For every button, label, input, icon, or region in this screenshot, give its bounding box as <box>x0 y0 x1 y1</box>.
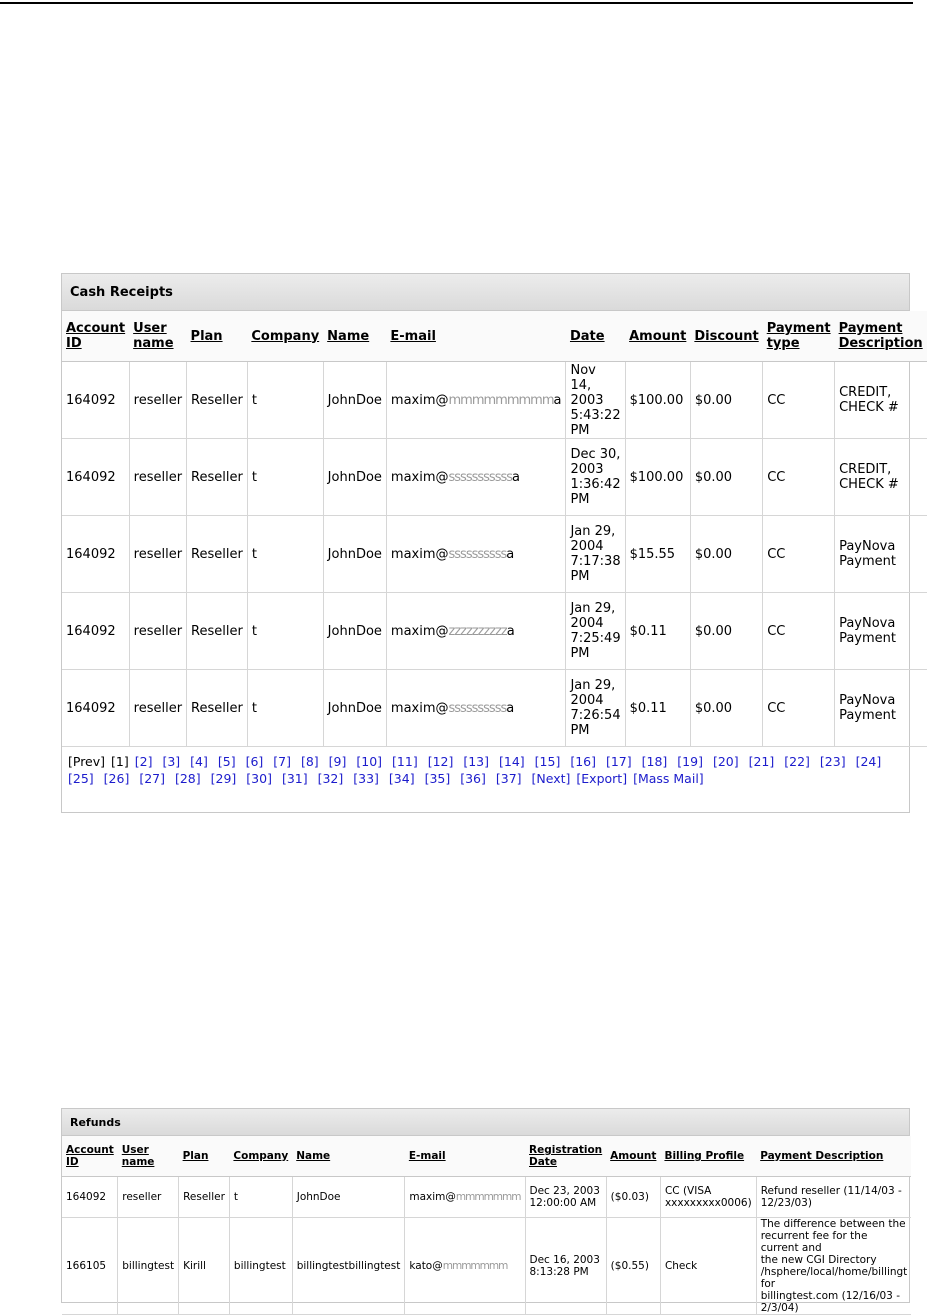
cash-receipts-title: Cash Receipts <box>62 274 909 311</box>
cell-name: billingtestbillingtest <box>292 1218 405 1315</box>
table-row <box>62 670 927 747</box>
header-company[interactable]: Company <box>229 1136 292 1177</box>
pager-page-link[interactable]: [32] <box>317 771 344 786</box>
refunds-panel <box>61 1108 910 1314</box>
cell-date: Dec 30, 2003 1:36:42 PM <box>566 439 625 516</box>
pager-page-link[interactable]: [31] <box>281 771 308 786</box>
cell-user-name: reseller <box>129 439 186 516</box>
header-amount[interactable]: Amount <box>606 1136 660 1177</box>
cell-email: maxim@zzzzzzzzzza <box>386 593 566 670</box>
header-user-name[interactable]: User name <box>129 311 186 362</box>
header-name[interactable]: Name <box>323 311 386 362</box>
refunds-header-row <box>62 1136 911 1177</box>
refunds-table <box>62 1136 911 1315</box>
cell-company: t <box>247 439 323 516</box>
cell-amount: ($0.55) <box>606 1218 660 1315</box>
pager-page-link[interactable]: [22] <box>784 754 810 769</box>
cell-email: maxim@sssssssssssa <box>386 439 566 516</box>
cell-amount: $100.00 <box>625 362 690 439</box>
cell-plan: Reseller <box>187 516 248 593</box>
mass-mail-link[interactable]: [Mass Mail] <box>633 771 704 786</box>
header-account-id[interactable]: Account ID <box>62 311 129 362</box>
cell-account-id: 164092 <box>62 670 129 747</box>
cell-company: t <box>229 1177 292 1218</box>
export-link[interactable]: [Export] <box>576 771 628 786</box>
header-amount[interactable]: Amount <box>625 311 690 362</box>
cell-account-id: 164092 <box>62 362 129 439</box>
cell-date: Nov 14, 2003 5:43:22 PM <box>566 362 625 439</box>
cell-payment-type: CC <box>763 439 835 516</box>
pager-page-link[interactable]: [24] <box>855 754 882 769</box>
cell-plan: Reseller <box>179 1177 230 1218</box>
cell-user-name: reseller <box>129 362 186 439</box>
cell-account-id: 164092 <box>62 516 129 593</box>
pager-page-link[interactable]: [20] <box>712 754 739 769</box>
cell-discount: $0.00 <box>690 593 762 670</box>
redacted-email-text: mmmmmmm <box>442 1260 508 1272</box>
cell-email: maxim@mmmmmmm <box>405 1177 525 1218</box>
cell-date: Jan 29, 2004 7:25:49 PM <box>566 593 625 670</box>
pager-page-link[interactable]: [15] <box>534 754 561 769</box>
pager-page-link[interactable]: [35] <box>424 771 451 786</box>
pager-page-link[interactable]: [34] <box>388 771 415 786</box>
table-row <box>62 1177 911 1218</box>
cell-discount: $0.00 <box>690 670 762 747</box>
pager-page-link[interactable]: [30] <box>246 771 272 786</box>
cell-email: maxim@ssssssssssa <box>386 670 566 747</box>
cell-name: JohnDoe <box>292 1177 405 1218</box>
cell-amount: $100.00 <box>625 439 690 516</box>
cell-payment-type: CC <box>763 516 835 593</box>
header-email[interactable]: E-mail <box>386 311 566 362</box>
cell-user-name: reseller <box>129 593 186 670</box>
redacted-email-text: sssssssssss <box>448 469 513 485</box>
table-row <box>62 439 927 516</box>
cell-payment-description: CREDIT, CHECK # <box>835 439 927 516</box>
cell-payment-description: CREDIT, CHECK # <box>835 362 927 439</box>
pager-page-link[interactable]: [3] <box>162 754 181 769</box>
cell-amount: $15.55 <box>625 516 690 593</box>
pager-page-link[interactable]: [8] <box>300 754 319 769</box>
cell-name: JohnDoe <box>323 593 386 670</box>
cell-payment-type: CC <box>763 593 835 670</box>
header-billing-profile[interactable]: Billing Profile <box>660 1136 756 1177</box>
pager-page-link[interactable]: [9] <box>328 754 347 769</box>
cell-payment-description: PayNova Payment <box>835 516 927 593</box>
cell-account-id: 164092 <box>62 439 129 516</box>
cell-email: kato@mmmmmmm <box>405 1218 525 1315</box>
top-rule <box>0 2 913 4</box>
pager-page-link[interactable]: [19] <box>677 754 703 769</box>
cell-account-id: 164092 <box>62 593 129 670</box>
pager-page-link[interactable]: [14] <box>499 754 525 769</box>
redacted-email-text: ssssssssss <box>448 700 507 716</box>
redacted-email-text: mmmmmmm <box>455 1191 521 1203</box>
cell-payment-description: PayNova Payment <box>835 593 927 670</box>
header-email[interactable]: E-mail <box>405 1136 525 1177</box>
pager-current-page: [1] <box>111 754 129 769</box>
cell-plan: Reseller <box>187 593 248 670</box>
cell-plan: Reseller <box>187 670 248 747</box>
header-plan[interactable]: Plan <box>187 311 248 362</box>
table-row <box>62 516 927 593</box>
cell-registration-date: Dec 16, 2003 8:13:28 PM <box>525 1218 606 1315</box>
cell-amount: $0.11 <box>625 670 690 747</box>
cell-discount: $0.00 <box>690 439 762 516</box>
pager-page-link[interactable]: [18] <box>641 754 668 769</box>
pager-page-link[interactable]: [5] <box>217 754 236 769</box>
cell-plan: Reseller <box>187 362 248 439</box>
cell-plan: Reseller <box>187 439 248 516</box>
cell-company: t <box>247 516 323 593</box>
header-payment-description[interactable]: Payment Description <box>756 1136 911 1177</box>
pager-next-link[interactable]: [Next] <box>531 771 571 786</box>
cell-billing-profile: Check <box>660 1218 756 1315</box>
cell-name: JohnDoe <box>323 439 386 516</box>
cell-user-name: reseller <box>118 1177 179 1218</box>
pager-page-link[interactable]: [25] <box>68 771 94 786</box>
pager-page-link[interactable]: [7] <box>273 754 291 769</box>
cell-payment-description: PayNova Payment <box>835 670 927 747</box>
header-payment-description[interactable]: Payment Description <box>835 311 927 362</box>
cell-payment-description: The difference between the recurrent fee for the current and the new CGI Directory /hsphere/local/home/billingt for billingtest.com (12/16/03 - 2/3/04) <box>756 1218 911 1315</box>
pager-page-link[interactable]: [13] <box>463 754 490 769</box>
cell-user-name: reseller <box>129 670 186 747</box>
pager-page-links <box>68 754 887 786</box>
pager-page-link[interactable]: [16] <box>570 754 596 769</box>
pager-page-link[interactable]: [10] <box>356 754 383 769</box>
table-row <box>62 593 927 670</box>
header-date[interactable]: Date <box>566 311 625 362</box>
pager-page-link[interactable]: [21] <box>748 754 775 769</box>
pager-page-link[interactable]: [36] <box>460 771 486 786</box>
cell-email: maxim@mmmmmmmmma <box>386 362 566 439</box>
header-payment-type[interactable]: Payment type <box>763 311 835 362</box>
table-row <box>62 1218 911 1315</box>
cell-company: t <box>247 670 323 747</box>
cash-header-row <box>62 311 927 362</box>
pager-page-link[interactable]: [2] <box>134 754 153 769</box>
redacted-email-text: zzzzzzzzzz <box>448 623 507 639</box>
cell-email: maxim@ssssssssssa <box>386 516 566 593</box>
cell-user-name: reseller <box>129 516 186 593</box>
pager-page-link[interactable]: [27] <box>139 771 165 786</box>
pager-page-link[interactable]: [37] <box>495 771 522 786</box>
header-discount[interactable]: Discount <box>690 311 762 362</box>
pager-page-link[interactable]: [17] <box>605 754 632 769</box>
pagination <box>62 747 909 787</box>
cell-billing-profile: CC (VISA xxxxxxxxx0006) <box>660 1177 756 1218</box>
pager-page-link[interactable]: [33] <box>353 771 379 786</box>
cell-date: Jan 29, 2004 7:17:38 PM <box>566 516 625 593</box>
pager-prev: [Prev] <box>68 754 106 769</box>
cell-name: JohnDoe <box>323 516 386 593</box>
pager-page-link[interactable]: [4] <box>190 754 208 769</box>
redacted-email-text: mmmmmmmmm <box>448 392 554 408</box>
cell-payment-description: Refund reseller (11/14/03 - 12/23/03) <box>756 1177 911 1218</box>
pager-page-link[interactable]: [23] <box>819 754 846 769</box>
pager-page-link[interactable]: [12] <box>427 754 454 769</box>
cell-company: billingtest <box>229 1218 292 1315</box>
table-row <box>62 362 927 439</box>
cell-plan: Kirill <box>179 1218 230 1315</box>
cell-company: t <box>247 593 323 670</box>
cell-amount: $0.11 <box>625 593 690 670</box>
pager-page-link[interactable]: [11] <box>392 754 418 769</box>
header-company[interactable]: Company <box>247 311 323 362</box>
cell-date: Jan 29, 2004 7:26:54 PM <box>566 670 625 747</box>
cell-discount: $0.00 <box>690 516 762 593</box>
cell-account-id: 164092 <box>62 1177 118 1218</box>
cell-payment-type: CC <box>763 670 835 747</box>
refunds-title: Refunds <box>62 1109 909 1136</box>
cell-payment-type: CC <box>763 362 835 439</box>
pager-page-link[interactable]: [6] <box>245 754 264 769</box>
cell-company: t <box>247 362 323 439</box>
header-account-id[interactable]: Account ID <box>62 1136 118 1177</box>
cell-registration-date: Dec 23, 2003 12:00:00 AM <box>525 1177 606 1218</box>
cell-account-id: 166105 <box>62 1218 118 1315</box>
header-user-name[interactable]: User name <box>118 1136 179 1177</box>
pager-page-link[interactable]: [28] <box>174 771 201 786</box>
cash-receipts-table <box>62 311 927 747</box>
cell-amount: ($0.03) <box>606 1177 660 1218</box>
header-registration-date[interactable]: Registration Date <box>525 1136 606 1177</box>
cell-name: JohnDoe <box>323 362 386 439</box>
header-name[interactable]: Name <box>292 1136 405 1177</box>
header-plan[interactable]: Plan <box>179 1136 230 1177</box>
pager-page-link[interactable]: [29] <box>210 771 237 786</box>
cell-discount: $0.00 <box>690 362 762 439</box>
cell-user-name: billingtest <box>118 1218 179 1315</box>
pager-page-link[interactable]: [26] <box>103 771 130 786</box>
redacted-email-text: ssssssssss <box>448 546 507 562</box>
cell-name: JohnDoe <box>323 670 386 747</box>
cash-receipts-panel <box>61 273 923 813</box>
